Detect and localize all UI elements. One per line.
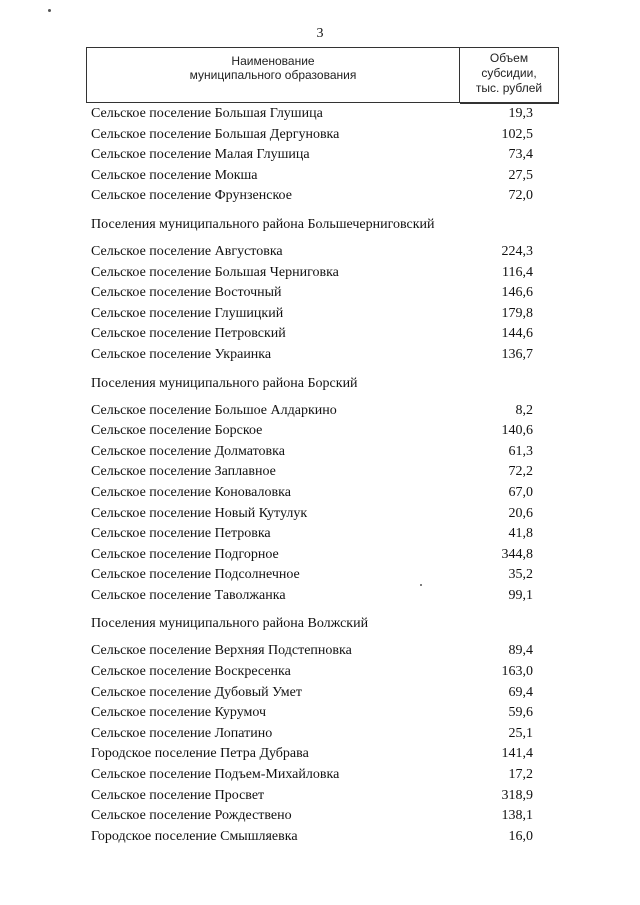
column-header-value-line: тыс. рублей xyxy=(475,81,543,95)
table-row xyxy=(0,586,640,607)
section-title-text: Поселения муниципального района Борский xyxy=(91,375,358,391)
section-title xyxy=(0,366,640,401)
subsidy-value: 59,6 xyxy=(508,705,533,721)
municipality-name: Городское поселение Петра Дубрава xyxy=(91,746,309,762)
table-row xyxy=(0,125,640,146)
section-title xyxy=(0,606,640,641)
table-row xyxy=(0,263,640,284)
table-row xyxy=(0,304,640,325)
municipality-name: Сельское поселение Петровка xyxy=(91,526,271,542)
column-header-value xyxy=(460,48,558,105)
table-row xyxy=(0,524,640,545)
scan-mark xyxy=(48,9,51,12)
municipality-name: Сельское поселение Верхняя Подстепновка xyxy=(91,643,352,659)
table-header xyxy=(86,47,559,103)
municipality-name: Сельское поселение Большая Черниговка xyxy=(91,264,339,280)
table-row xyxy=(0,166,640,187)
municipality-name: Сельское поселение Лопатино xyxy=(91,725,273,741)
municipality-name: Сельское поселение Подъем-Михайловка xyxy=(91,767,340,783)
subsidy-value: 89,4 xyxy=(508,643,533,659)
municipality-name: Сельское поселение Дубовый Умет xyxy=(91,684,302,700)
subsidy-value: 41,8 xyxy=(508,526,533,542)
subsidy-value: 35,2 xyxy=(508,567,533,583)
column-header-value-line: Объем xyxy=(489,51,529,65)
subsidy-value: 72,2 xyxy=(508,464,533,480)
subsidy-value: 25,1 xyxy=(508,725,533,741)
table-row xyxy=(0,662,640,683)
municipality-name: Сельское поселение Борское xyxy=(91,423,263,439)
column-header-value-line: субсидии, xyxy=(481,66,537,80)
subsidy-value: 102,5 xyxy=(501,126,533,142)
municipality-name: Сельское поселение Таволжанка xyxy=(91,587,286,603)
subsidy-value: 19,3 xyxy=(508,106,533,121)
municipality-name: Сельское поселение Курумоч xyxy=(91,705,267,721)
table-row xyxy=(0,744,640,765)
subsidy-value: 163,0 xyxy=(501,664,533,680)
subsidy-value: 8,2 xyxy=(515,402,533,418)
subsidy-value: 20,6 xyxy=(508,505,533,521)
table-row xyxy=(0,283,640,304)
subsidy-value: 344,8 xyxy=(501,546,533,562)
table-row xyxy=(0,324,640,345)
table-row xyxy=(0,504,640,525)
table-row xyxy=(0,641,640,662)
municipality-name: Сельское поселение Петровский xyxy=(91,326,286,342)
subsidy-value: 16,0 xyxy=(508,828,533,844)
subsidy-value: 17,2 xyxy=(508,767,533,783)
subsidy-value: 73,4 xyxy=(508,147,533,163)
table-row xyxy=(0,442,640,463)
subsidy-value: 141,4 xyxy=(501,746,533,762)
municipality-name: Сельское поселение Глушицкий xyxy=(91,305,284,321)
table-row xyxy=(0,765,640,786)
table-row xyxy=(0,483,640,504)
subsidy-value: 69,4 xyxy=(508,684,533,700)
subsidy-value: 179,8 xyxy=(501,305,533,321)
table-row xyxy=(0,242,640,263)
subsidy-value: 224,3 xyxy=(501,243,533,259)
subsidy-value: 140,6 xyxy=(501,423,533,439)
municipality-name: Сельское поселение Рождествено xyxy=(91,808,292,824)
column-header-name xyxy=(87,48,460,102)
subsidy-value: 146,6 xyxy=(501,285,533,301)
municipality-name: Сельское поселение Мокша xyxy=(91,167,258,183)
subsidy-value: 144,6 xyxy=(501,326,533,342)
table-row xyxy=(0,145,640,166)
table-row xyxy=(0,565,640,586)
municipality-name: Сельское поселение Большое Алдаркино xyxy=(91,402,337,418)
municipality-name: Сельское поселение Воскресенка xyxy=(91,664,291,680)
municipality-name: Сельское поселение Августовка xyxy=(91,243,283,259)
subsidy-value: 136,7 xyxy=(501,346,533,362)
section-title-text: Поселения муниципального района Волжский xyxy=(91,616,369,632)
subsidy-value: 99,1 xyxy=(508,587,533,603)
subsidy-value: 138,1 xyxy=(501,808,533,824)
table-row xyxy=(0,421,640,442)
column-header-name-line: Наименование xyxy=(231,54,315,68)
municipality-name: Сельское поселение Заплавное xyxy=(91,464,276,480)
table-row xyxy=(0,724,640,745)
municipality-name: Сельское поселение Фрунзенское xyxy=(91,188,292,204)
table-row xyxy=(0,827,640,848)
table-row xyxy=(0,806,640,827)
section-title-text: Поселения муниципального района Большечерниговский xyxy=(91,216,435,232)
municipality-name: Городское поселение Смышляевка xyxy=(91,828,298,844)
municipality-name: Сельское поселение Подсолнечное xyxy=(91,567,300,583)
municipality-name: Сельское поселение Коноваловка xyxy=(91,484,291,500)
subsidy-value: 72,0 xyxy=(508,188,533,204)
municipality-name: Сельское поселение Просвет xyxy=(91,787,265,803)
table-row xyxy=(0,703,640,724)
municipality-name: Сельское поселение Малая Глушица xyxy=(91,147,310,163)
table-row xyxy=(0,186,640,207)
municipality-name: Сельское поселение Новый Кутулук xyxy=(91,505,308,521)
table-row xyxy=(0,545,640,566)
municipality-name: Сельское поселение Восточный xyxy=(91,285,282,301)
subsidy-value: 318,9 xyxy=(501,787,533,803)
municipality-name: Сельское поселение Украинка xyxy=(91,346,272,362)
table-row xyxy=(0,462,640,483)
column-header-name-line: муниципального образования xyxy=(189,68,357,82)
municipality-name: Сельское поселение Большая Дергуновка xyxy=(91,126,340,142)
municipality-name: Сельское поселение Долматовка xyxy=(91,443,285,459)
table-row xyxy=(0,401,640,422)
page-number: 3 xyxy=(316,26,324,41)
subsidy-value: 61,3 xyxy=(508,443,533,459)
subsidy-value: 27,5 xyxy=(508,167,533,183)
subsidy-value: 67,0 xyxy=(508,484,533,500)
table-row xyxy=(0,683,640,704)
table-body xyxy=(0,104,640,847)
section-title xyxy=(0,207,640,242)
municipality-name: Сельское поселение Большая Глушица xyxy=(91,106,323,121)
table-row xyxy=(0,104,640,125)
municipality-name: Сельское поселение Подгорное xyxy=(91,546,279,562)
table-row xyxy=(0,345,640,366)
table-row xyxy=(0,786,640,807)
subsidy-value: 116,4 xyxy=(502,264,533,280)
